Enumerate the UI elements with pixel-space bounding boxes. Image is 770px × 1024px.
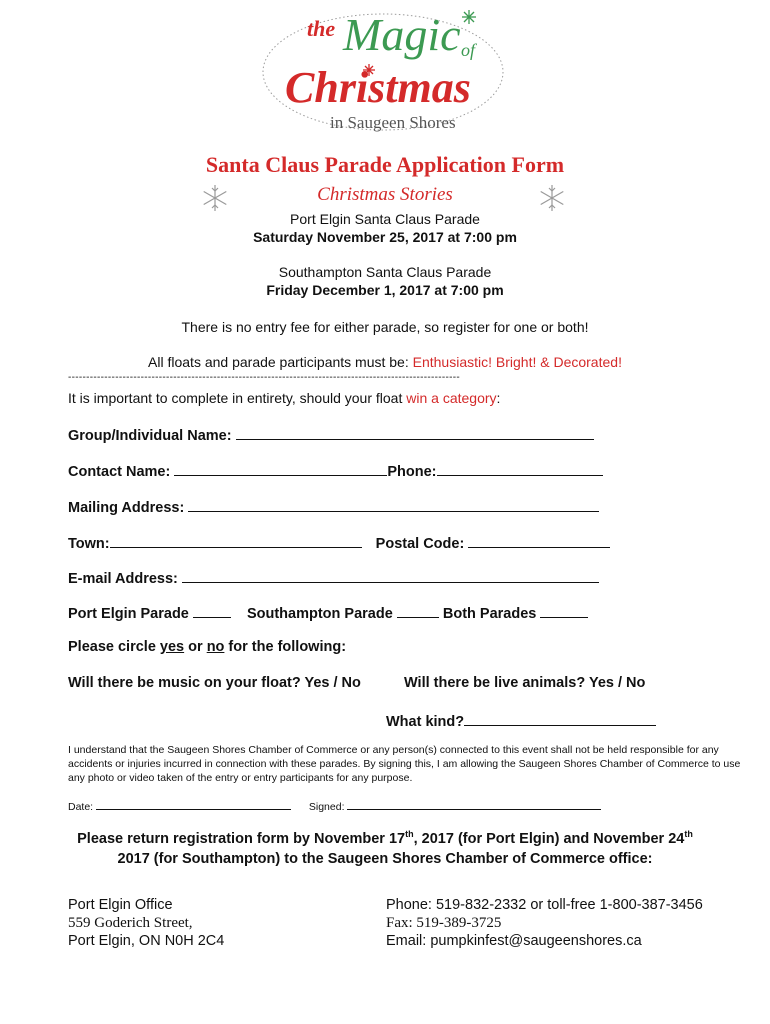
town-row <box>68 533 610 552</box>
kind-label: What kind? <box>386 714 465 730</box>
logo-the: the <box>307 16 336 41</box>
office-info <box>68 896 224 950</box>
floats-highlight: Enthusiastic! Bright! & Decorated <box>412 354 619 370</box>
page-title: Santa Claus Parade Application Form <box>205 152 565 177</box>
important-prefix: It is important to complete in entirety, should your float <box>68 390 407 406</box>
circle-no: no <box>206 639 225 655</box>
office-street: 559 Goderich Street, <box>68 915 193 931</box>
logo <box>255 2 515 140</box>
important-note <box>68 390 500 406</box>
email-row <box>68 568 599 587</box>
circle-prefix: Please circle <box>68 639 160 655</box>
email-field[interactable] <box>182 568 599 583</box>
group-name-row <box>68 425 594 444</box>
contact-phone: Phone: 519-832-2332 or toll-free 1-800-387-3456 <box>386 897 703 913</box>
return-info <box>0 824 770 869</box>
phone-label: Phone: <box>387 464 437 480</box>
pe-parade-label: Port Elgin Parade <box>68 606 189 622</box>
music-question[interactable]: Will there be music on your float? Yes / No <box>68 675 361 691</box>
parade-choice-row <box>68 603 588 622</box>
floats-suffix: ! <box>618 354 622 370</box>
floats-prefix: All floats and parade participants must be: <box>148 354 413 370</box>
divider-dashes: ------------------------------------------------------------------------------------------------------------ <box>68 372 461 383</box>
logo-magic: Magic <box>343 9 461 60</box>
circle-yes: yes <box>159 639 185 655</box>
kind-field[interactable] <box>464 711 656 726</box>
mailing-address-label: Mailing Address: <box>68 500 185 516</box>
kind-row <box>386 711 656 730</box>
important-highlight: win a category <box>406 390 497 406</box>
town-field[interactable] <box>110 533 362 548</box>
south-parade-field[interactable] <box>397 603 439 618</box>
town-label: Town: <box>68 536 110 552</box>
logo-christmas: Christmas <box>285 63 471 112</box>
fee-note: There is no entry fee for either parade, so register for one or both! <box>181 319 589 335</box>
office-name: Port Elgin Office <box>68 897 173 913</box>
contact-email[interactable]: Email: pumpkinfest@saugeenshores.ca <box>386 933 642 949</box>
logo-of: of <box>461 40 476 60</box>
signed-field[interactable] <box>347 798 601 810</box>
pe-parade-field[interactable] <box>193 603 231 618</box>
page-subtitle: Christmas Stories <box>317 184 453 205</box>
signature-row <box>68 798 601 814</box>
parade2-date: Friday December 1, 2017 at 7:00 pm <box>266 282 504 298</box>
parade1-date: Saturday November 25, 2017 at 7:00 pm <box>253 229 517 245</box>
contact-fax: Fax: 519-389-3725 <box>386 915 502 931</box>
contact-name-label: Contact Name: <box>68 464 171 480</box>
contact-name-field[interactable] <box>174 461 387 476</box>
both-parades-label: Both Parades <box>442 606 537 622</box>
email-label: E-mail Address: <box>68 571 178 587</box>
postal-code-field[interactable] <box>468 533 610 548</box>
logo-subtitle: in Saugeen Shores <box>330 113 456 132</box>
postal-code-label: Postal Code: <box>375 536 465 552</box>
phone-field[interactable] <box>437 461 603 476</box>
circle-instruction <box>68 639 346 655</box>
south-parade-label: Southampton Parade <box>246 606 393 622</box>
group-name-label: Group/Individual Name: <box>68 428 232 444</box>
mailing-address-field[interactable] <box>188 497 599 512</box>
date-field[interactable] <box>96 798 291 810</box>
parade1-name: Port Elgin Santa Claus Parade <box>290 211 480 227</box>
mailing-row <box>68 497 599 516</box>
circle-or: or <box>184 639 207 655</box>
return-line-1: Please return registration form by November 17th, 2017 (for Port Elgin) and November 24th <box>77 829 693 847</box>
office-city: Port Elgin, ON N0H 2C4 <box>68 933 225 949</box>
consent-text: I understand that the Saugeen Shores Chamber of Commerce or any person(s) connected to this event shall not be held responsible for any accidents or injuries incurred in connection with these parades. By signing this, I am allowing the Saugeen Shores Chamber of Commerce to use any photo or video taken of the entry or entry participants for any purpose. <box>68 744 741 784</box>
contact-row <box>68 461 603 480</box>
important-suffix: : <box>496 390 501 406</box>
group-name-field[interactable] <box>236 425 594 440</box>
date-label: Date: <box>68 801 94 813</box>
animals-question[interactable]: Will there be live animals? Yes / No <box>404 675 646 691</box>
parade2-name: Southampton Santa Claus Parade <box>278 264 492 280</box>
contact-info <box>386 896 703 950</box>
circle-suffix: for the following: <box>224 639 347 655</box>
both-parades-field[interactable] <box>540 603 588 618</box>
return-line-2: 2017 (for Southampton) to the Saugeen Shores Chamber of Commerce office: <box>117 850 653 867</box>
floats-note <box>0 354 770 370</box>
signed-label: Signed: <box>308 801 345 813</box>
